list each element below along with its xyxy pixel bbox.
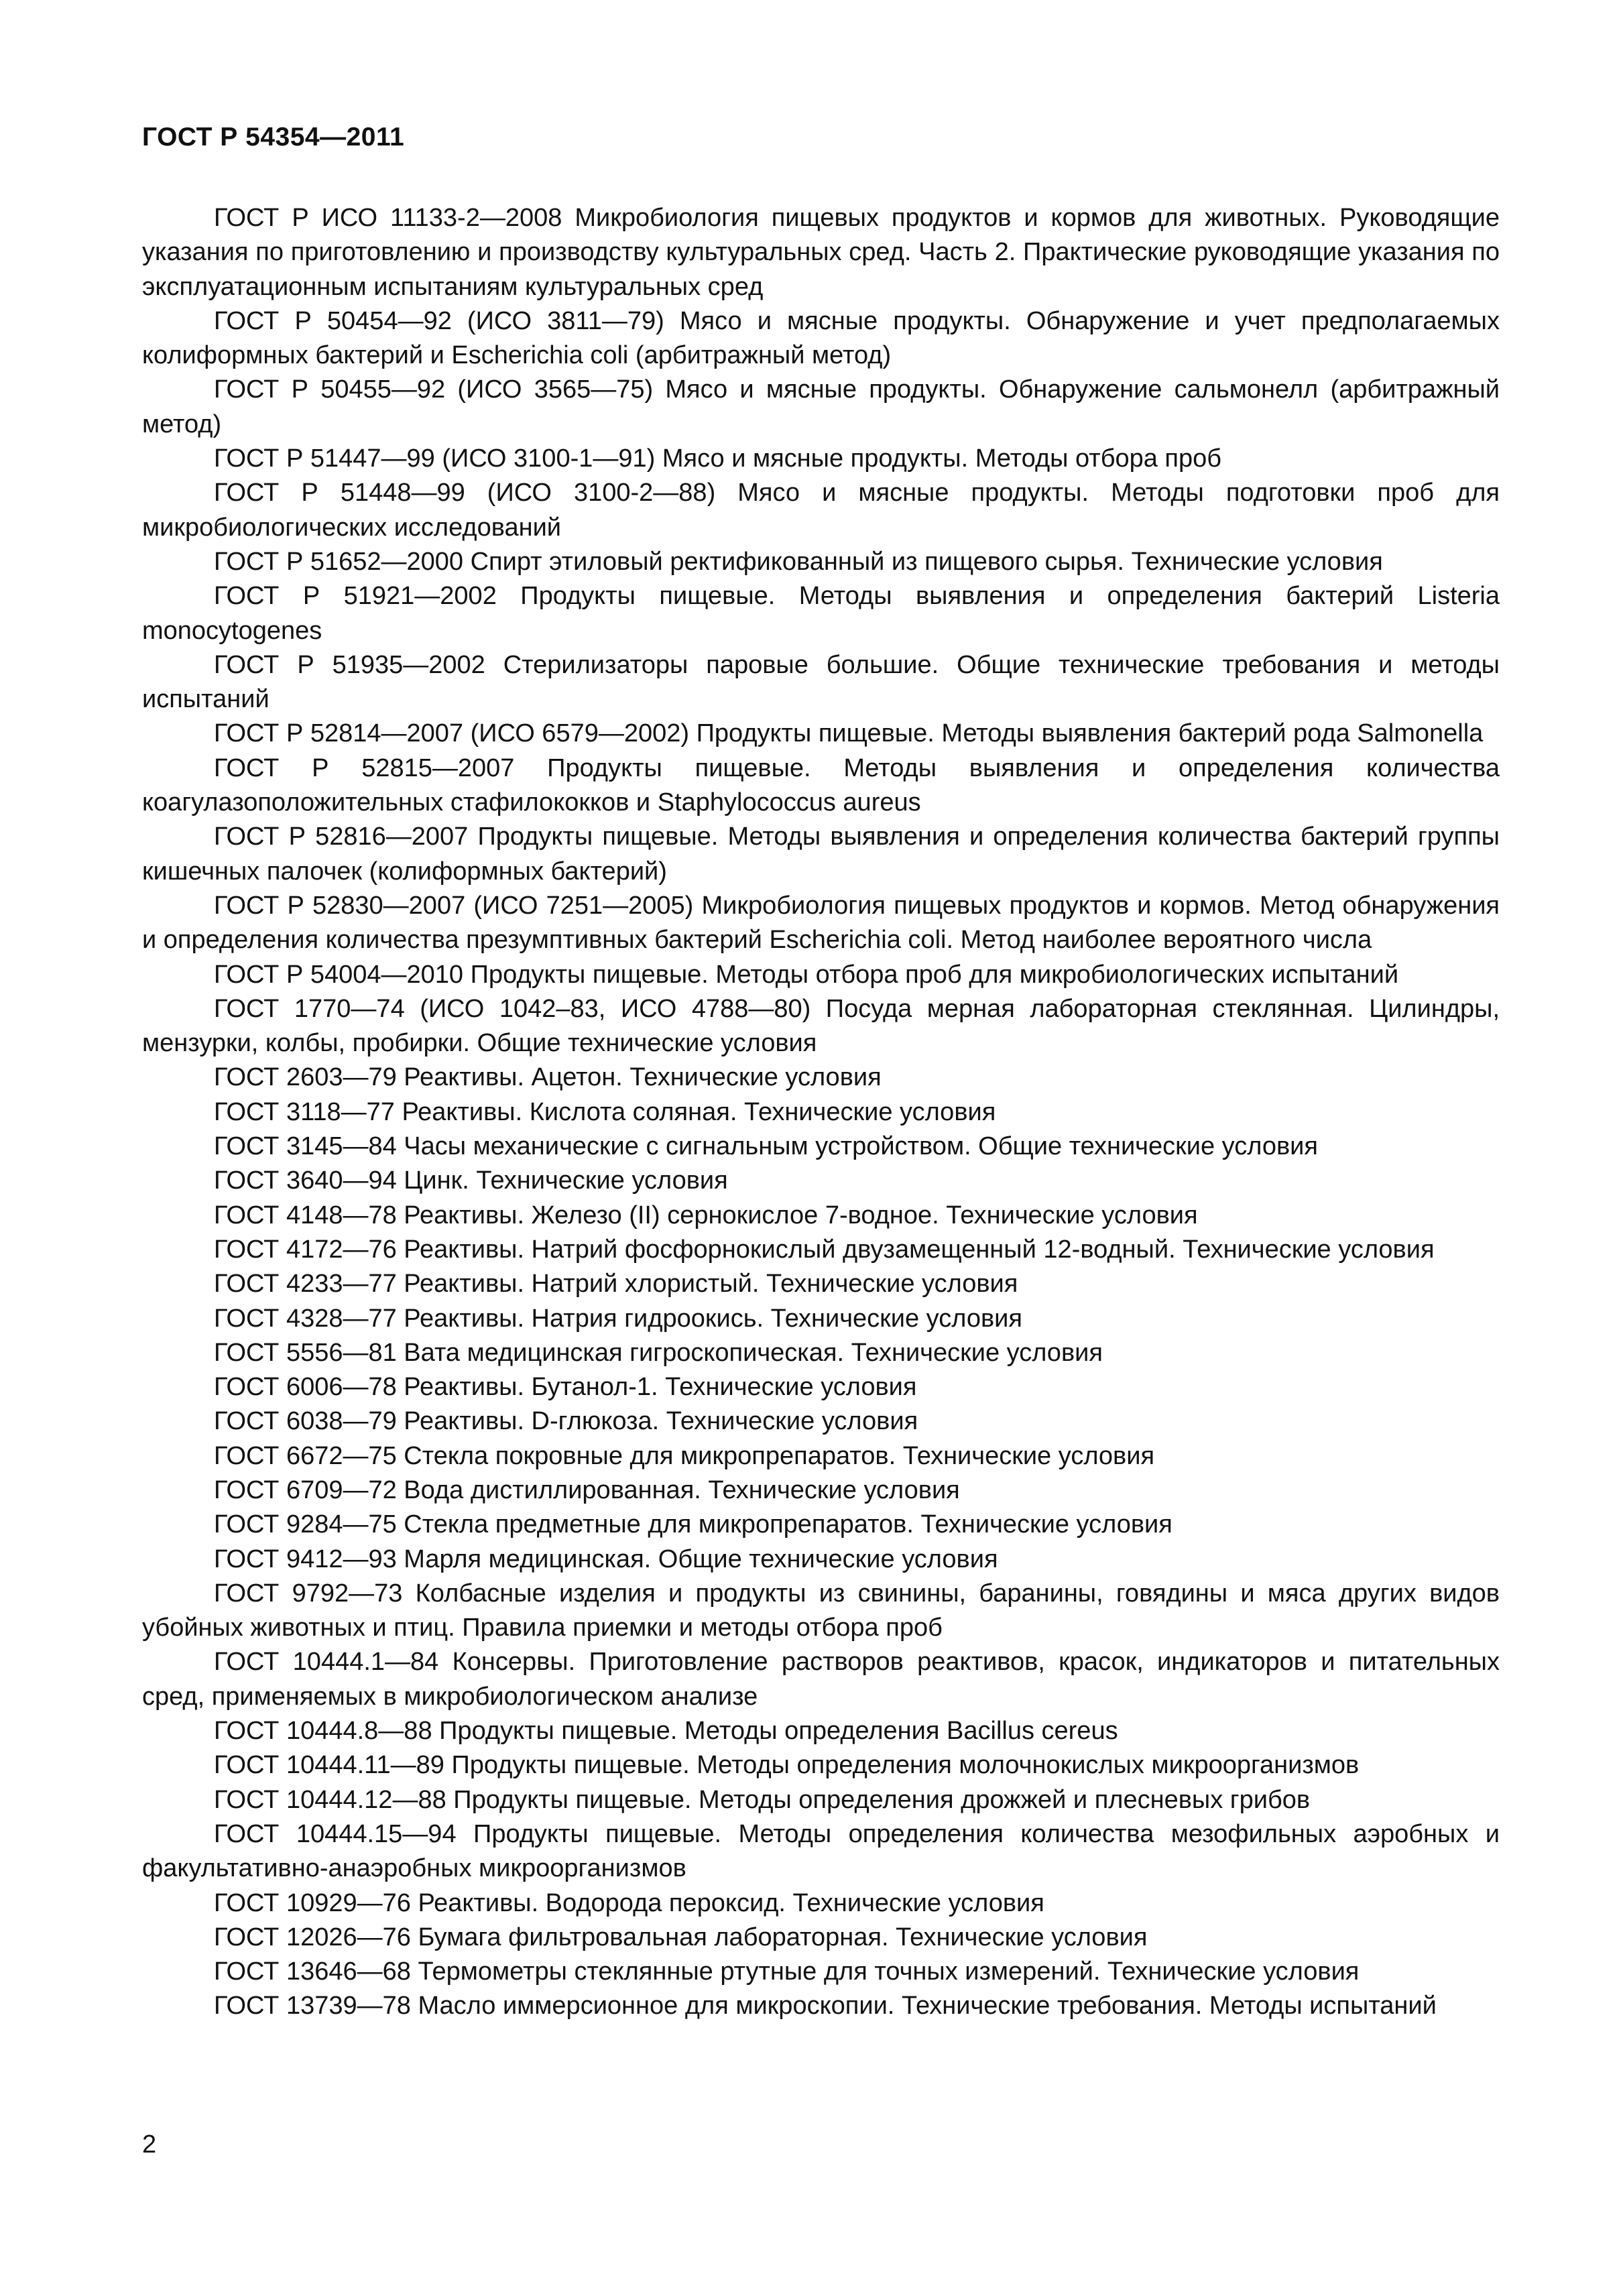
reference-entry: ГОСТ Р 52816—2007 Продукты пищевые. Методы выявления и определения количества бактерий группы кишечных палочек (колиформных бактерий)	[142, 823, 1500, 886]
reference-entry: ГОСТ 6038—79 Реактивы. D-глюкоза. Технические условия	[214, 1407, 918, 1436]
reference-entry: ГОСТ Р 50455—92 (ИСО 3565—75) Мясо и мясные продукты. Обнаружение сальмонелл (арбитражный метод)	[142, 375, 1500, 438]
reference-entry: ГОСТ 4148—78 Реактивы. Железо (II) сернокислое 7-водное. Технические условия	[214, 1201, 1198, 1229]
reference-entry: ГОСТ 6709—72 Вода дистиллированная. Технические условия	[214, 1475, 960, 1504]
reference-entry: ГОСТ 13739—78 Масло иммерсионное для микроскопии. Технические требования. Методы испытаний	[214, 1992, 1437, 2020]
page-number: 2	[142, 2130, 157, 2159]
reference-entry: ГОСТ 9284—75 Стекла предметные для микропрепаратов. Технические условия	[214, 1510, 1173, 1539]
reference-entry: ГОСТ Р 51935—2002 Стерилизаторы паровые большие. Общие технические требования и методы испытаний	[142, 650, 1500, 714]
reference-entry: ГОСТ 9792—73 Колбасные изделия и продукты из свинины, баранины, говядины и мяса других видов убойных животных и птиц. Правила приемки и методы отбора проб	[142, 1579, 1500, 1642]
reference-entry: ГОСТ 6006—78 Реактивы. Бутанол-1. Технические условия	[214, 1373, 917, 1402]
reference-entry: ГОСТ 4172—76 Реактивы. Натрий фосфорнокислый двузамещенный 12-водный. Технические условия	[214, 1235, 1435, 1264]
reference-entry: ГОСТ Р 51652—2000 Спирт этиловый ректификованный из пищевого сырья. Технические условия	[214, 547, 1383, 576]
reference-entry: ГОСТ 10444.8—88 Продукты пищевые. Методы определения Bacillus cereus	[214, 1717, 1118, 1746]
reference-entry: ГОСТ Р 54004—2010 Продукты пищевые. Методы отбора проб для микробиологических испытаний	[214, 960, 1399, 989]
reference-entry: ГОСТ 12026—76 Бумага фильтровальная лабораторная. Технические условия	[214, 1923, 1148, 1951]
reference-entry: ГОСТ Р 51447—99 (ИСО 3100-1—91) Мясо и мясные продукты. Методы отбора проб	[214, 444, 1222, 473]
reference-entry: ГОСТ Р 51448—99 (ИСО 3100-2—88) Мясо и мясные продукты. Методы подготовки проб для микробиологических исследований	[142, 479, 1500, 542]
reference-entry: ГОСТ 3118—77 Реактивы. Кислота соляная. Технические условия	[214, 1097, 996, 1126]
reference-entry: ГОСТ 4328—77 Реактивы. Натрия гидроокись. Технические условия	[214, 1304, 1022, 1333]
reference-entry: ГОСТ 5556—81 Вата медицинская гигроскопическая. Технические условия	[214, 1338, 1103, 1367]
document-header-code: ГОСТ Р 54354—2011	[142, 123, 405, 152]
reference-entry: ГОСТ 4233—77 Реактивы. Натрий хлористый. Технические условия	[214, 1270, 1018, 1298]
normative-references-list	[142, 201, 1500, 2024]
reference-entry: ГОСТ Р ИСО 11133-2—2008 Микробиология пищевых продуктов и кормов для животных. Руководящие указания по приготовлению и производству культуральных сред. Часть 2. Практические руководящие указания по эксплуатационным испытаниям культуральных сред	[142, 204, 1500, 301]
reference-entry: ГОСТ 3145—84 Часы механические с сигнальным устройством. Общие технические условия	[214, 1132, 1318, 1161]
reference-entry: ГОСТ 1770—74 (ИСО 1042–83, ИСО 4788—80) Посуда мерная лабораторная стеклянная. Цилиндры, мензурки, колбы, пробирки. Общие технические условия	[142, 994, 1500, 1058]
reference-entry: ГОСТ 13646—68 Термометры стеклянные ртутные для точных измерений. Технические условия	[214, 1957, 1360, 1986]
reference-entry: ГОСТ 6672—75 Стекла покровные для микропрепаратов. Технические условия	[214, 1441, 1155, 1470]
reference-entry: ГОСТ 10929—76 Реактивы. Водорода пероксид. Технические условия	[214, 1888, 1044, 1917]
reference-entry: ГОСТ 9412—93 Марля медицинская. Общие технические условия	[214, 1545, 998, 1573]
reference-entry: ГОСТ 10444.1—84 Консервы. Приготовление растворов реактивов, красок, индикаторов и питательных сред, применяемых в микробиологическом анализе	[142, 1648, 1500, 1711]
reference-entry: ГОСТ Р 52815—2007 Продукты пищевые. Методы выявления и определения количества коагулазоположительных стафилококков и Staphylococcus aureus	[142, 753, 1500, 817]
reference-entry: ГОСТ 10444.12—88 Продукты пищевые. Методы определения дрожжей и плесневых грибов	[214, 1785, 1311, 1814]
reference-entry: ГОСТ Р 51921—2002 Продукты пищевые. Методы выявления и определения бактерий Listeria monocytogenes	[142, 582, 1500, 645]
reference-entry: ГОСТ Р 52830—2007 (ИСО 7251—2005) Микробиология пищевых продуктов и кормов. Метод обнаружения и определения количества презумптивных бактерий Escherichia coli. Метод наиболее вероятного числа	[142, 891, 1500, 955]
reference-entry: ГОСТ Р 52814—2007 (ИСО 6579—2002) Продукты пищевые. Методы выявления бактерий рода Salmonella	[214, 719, 1484, 748]
reference-entry: ГОСТ 3640—94 Цинк. Технические условия	[214, 1166, 728, 1195]
reference-entry: ГОСТ 2603—79 Реактивы. Ацетон. Технические условия	[214, 1063, 882, 1092]
reference-entry: ГОСТ 10444.11—89 Продукты пищевые. Методы определения молочнокислых микроорганизмов	[214, 1751, 1360, 1780]
reference-entry: ГОСТ 10444.15—94 Продукты пищевые. Методы определения количества мезофильных аэробных и факультативно-анаэробных микроорганизмов	[142, 1819, 1500, 1883]
reference-entry: ГОСТ Р 50454—92 (ИСО 3811—79) Мясо и мясные продукты. Обнаружение и учет предполагаемых колиформных бактерий и Escherichia coli (арбитражный метод)	[142, 306, 1500, 370]
